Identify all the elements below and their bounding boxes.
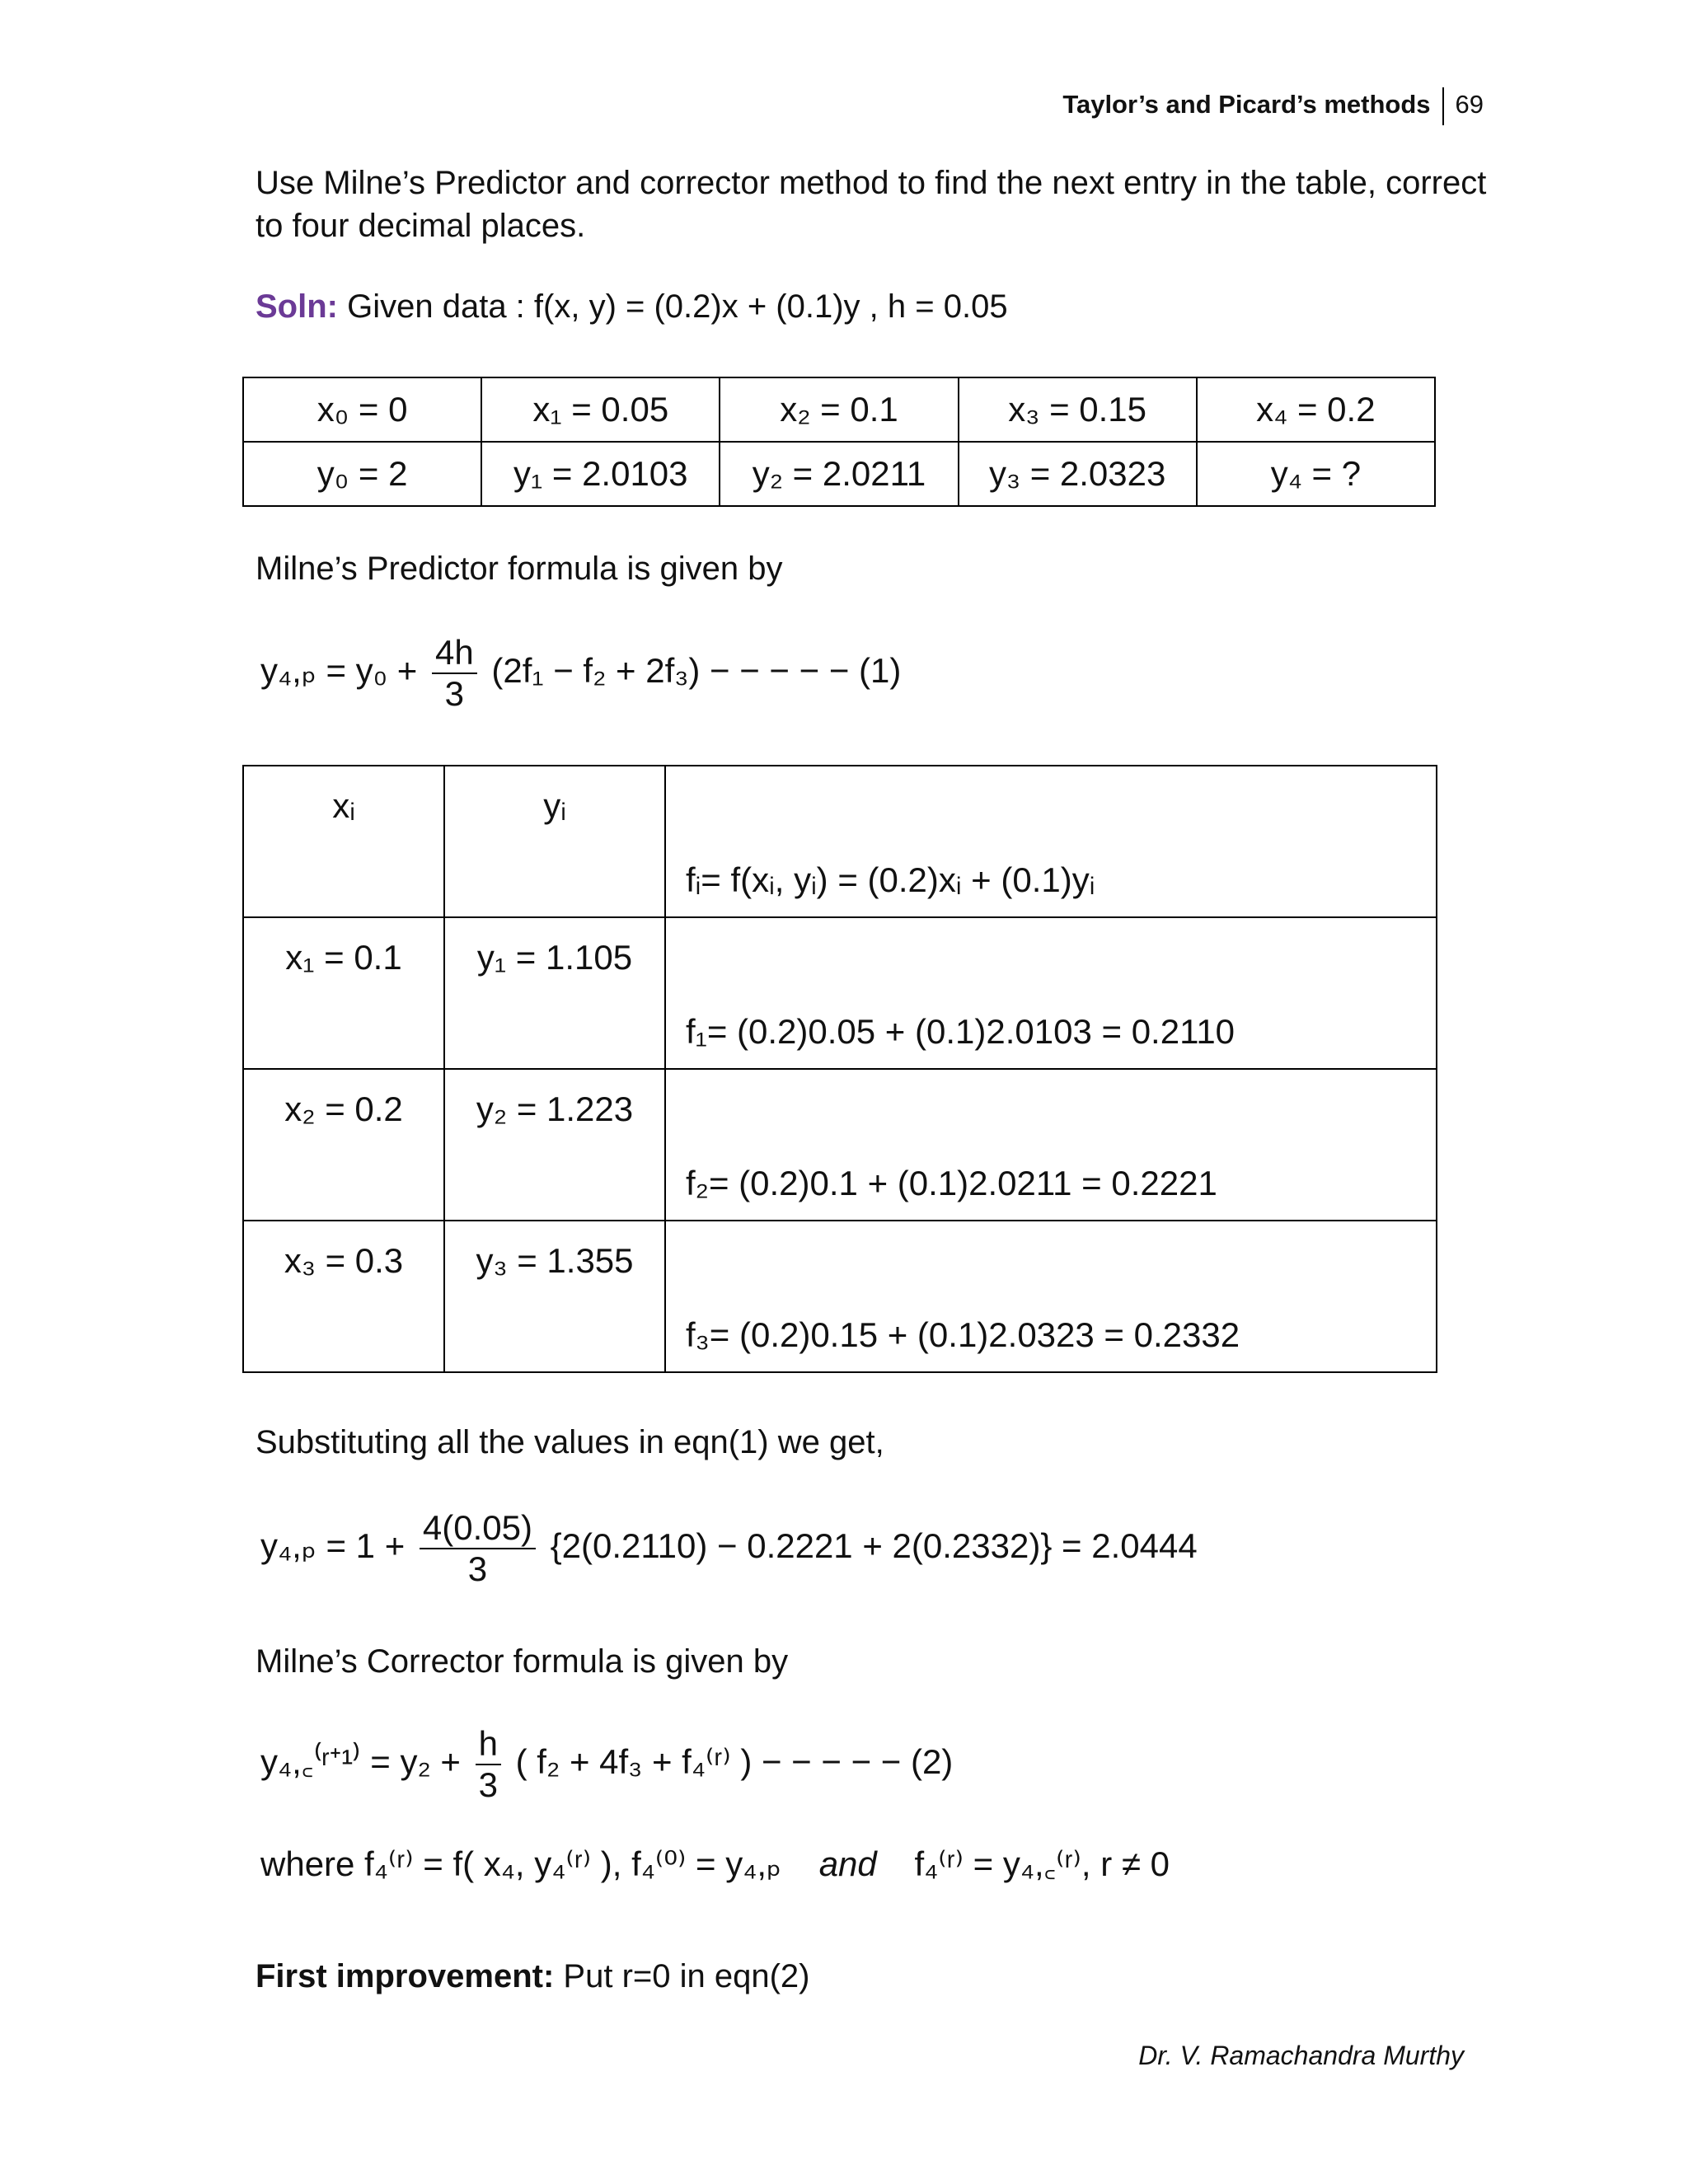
table-cell: xᵢ bbox=[243, 766, 444, 917]
predictor-formula bbox=[260, 633, 901, 714]
table-cell: x₂ = 0.1 bbox=[720, 377, 958, 442]
table-cell: y₂ = 1.223 bbox=[444, 1069, 665, 1221]
predictor-fraction bbox=[432, 633, 477, 714]
table-cell: y₀ = 2 bbox=[243, 442, 481, 506]
corrector-fraction bbox=[476, 1724, 501, 1805]
substitution-rhs: {2(0.2110) − 0.2221 + 2(0.2332)} = 2.0444 bbox=[550, 1526, 1198, 1566]
fraction-numerator: 4h bbox=[432, 633, 477, 674]
first-improvement-text: Put r=0 in eqn(2) bbox=[563, 1958, 810, 1994]
first-improvement-line bbox=[256, 1955, 809, 1998]
page-header bbox=[1055, 87, 1484, 125]
corrector-heading: Milne’s Corrector formula is given by bbox=[256, 1643, 789, 1680]
fraction-denominator: 3 bbox=[444, 674, 464, 713]
substitution-lhs: y₄,ₚ = 1 + bbox=[260, 1526, 406, 1566]
and-definition: f₄⁽ʳ⁾ = y₄,꜀⁽ʳ⁾, r ≠ 0 bbox=[914, 1844, 1170, 1883]
table-cell: x₂ = 0.2 bbox=[243, 1069, 444, 1221]
corrector-formula bbox=[260, 1724, 953, 1805]
where-line bbox=[260, 1840, 1170, 1886]
table-cell: x₁ = 0.1 bbox=[243, 917, 444, 1069]
table-cell: f₃= (0.2)0.15 + (0.1)2.0323 = 0.2332 bbox=[665, 1221, 1437, 1372]
table-cell: y₃ = 1.355 bbox=[444, 1221, 665, 1372]
f-values-table bbox=[242, 765, 1437, 1373]
table-cell: x₁ = 0.05 bbox=[481, 377, 720, 442]
first-improvement-label: First improvement: bbox=[256, 1958, 555, 1994]
table-cell: yᵢ bbox=[444, 766, 665, 917]
corrector-lhs: y₄,꜀⁽ʳ⁺¹⁾ = y₂ + bbox=[260, 1742, 461, 1782]
table-cell: f₁= (0.2)0.05 + (0.1)2.0103 = 0.2110 bbox=[665, 917, 1437, 1069]
fraction-numerator: 4(0.05) bbox=[420, 1508, 536, 1549]
and-word: and bbox=[818, 1844, 877, 1883]
page-number: 69 bbox=[1455, 90, 1484, 120]
table-cell: y₃ = 2.0323 bbox=[959, 442, 1197, 506]
table-row bbox=[243, 917, 1437, 1069]
y-row bbox=[243, 442, 1435, 506]
corrector-rhs: ( f₂ + 4f₃ + f₄⁽ʳ⁾ ) − − − − − (2) bbox=[515, 1742, 954, 1782]
table-cell: x₀ = 0 bbox=[243, 377, 481, 442]
table-cell: y₁ = 2.0103 bbox=[481, 442, 720, 506]
table-cell: y₄ = ? bbox=[1197, 442, 1435, 506]
table-cell: y₁ = 1.105 bbox=[444, 917, 665, 1069]
page-footer: Dr. V. Ramachandra Murthy bbox=[1138, 2041, 1464, 2070]
predictor-heading: Milne’s Predictor formula is given by bbox=[256, 551, 783, 587]
soln-text: Given data : f(x, y) = (0.2)x + (0.1)y , h = 0.05 bbox=[347, 288, 1008, 325]
fraction-denominator: 3 bbox=[478, 1765, 498, 1804]
problem-statement: Use Milne’s Predictor and corrector method to find the next entry in the table, correct to four decimal places. bbox=[256, 165, 1487, 244]
predictor-lhs: y₄,ₚ = y₀ + bbox=[260, 651, 418, 691]
table-cell: x₄ = 0.2 bbox=[1197, 377, 1435, 442]
soln-label: Soln: bbox=[256, 288, 338, 325]
header-title: Taylor’s and Picard’s methods bbox=[1062, 90, 1431, 120]
substitution-heading: Substituting all the values in eqn(1) we get, bbox=[256, 1424, 884, 1460]
table-cell: x₃ = 0.15 bbox=[959, 377, 1197, 442]
predictor-rhs: (2f₁ − f₂ + 2f₃) − − − − − (1) bbox=[491, 651, 902, 691]
where-definition: where f₄⁽ʳ⁾ = f( x₄, y₄⁽ʳ⁾ ), f₄⁽⁰⁾ = y₄,ₚ bbox=[260, 1844, 782, 1883]
fraction-numerator: h bbox=[476, 1724, 501, 1765]
table-cell: fᵢ= f(xᵢ, yᵢ) = (0.2)xᵢ + (0.1)yᵢ bbox=[665, 766, 1437, 917]
table-cell: f₂= (0.2)0.1 + (0.1)2.0211 = 0.2221 bbox=[665, 1069, 1437, 1221]
table-header-row bbox=[243, 766, 1437, 917]
header-divider bbox=[1442, 87, 1444, 125]
table-row bbox=[243, 1221, 1437, 1372]
x-row bbox=[243, 377, 1435, 442]
given-data-table bbox=[242, 377, 1436, 507]
table-row bbox=[243, 1069, 1437, 1221]
table-cell: x₃ = 0.3 bbox=[243, 1221, 444, 1372]
substitution-formula bbox=[260, 1508, 1198, 1589]
solution-line bbox=[256, 285, 1008, 328]
fraction-denominator: 3 bbox=[467, 1549, 488, 1588]
table-cell: y₂ = 2.0211 bbox=[720, 442, 958, 506]
substitution-fraction bbox=[420, 1508, 536, 1589]
